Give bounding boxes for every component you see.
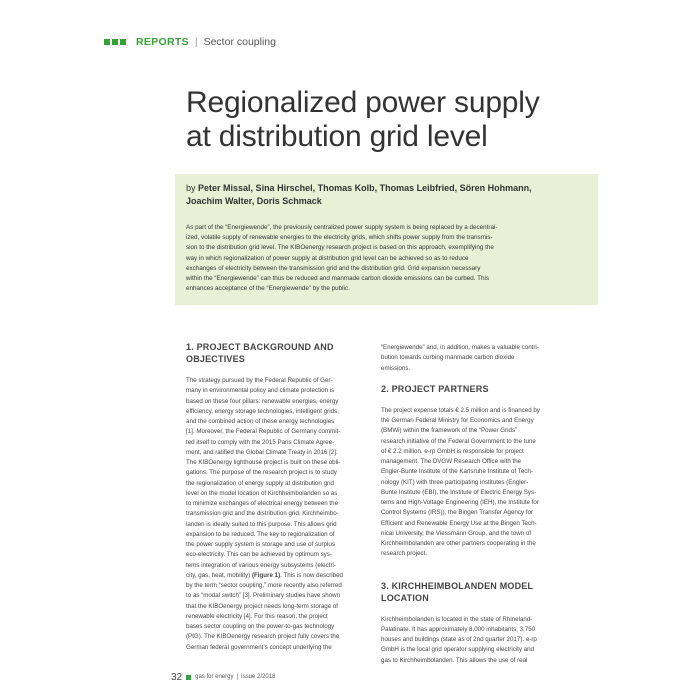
body-line: city, gas, heat, mobility) [186, 571, 251, 579]
body-line: Kirchheimbolanden are other partners cooperating in the [381, 540, 536, 547]
body-line: nology (KIT) with three participating institutes (Engler- [381, 478, 529, 486]
body-line: Kirchheimbolanden is located in the state of Rhineland- [381, 615, 533, 623]
right-column [381, 343, 573, 666]
body-line: of € 2.2 million. e-rp GmbH is responsible for project [381, 447, 524, 455]
body-line: “Energiewende” and, in addition, makes a valuable contri- [381, 344, 539, 351]
title-line-2: at distribution grid level [186, 120, 488, 153]
section-3-heading [381, 580, 573, 604]
body-line: nical University, the Viessmann Group, and the town of [381, 529, 532, 537]
abstract-text [186, 223, 586, 294]
body-line: Engler-Bunte Institute of the Karlsruhe Institute of Tech- [381, 468, 533, 476]
section-3-heading-line-1: 3. KIRCHHEIMBOLANDEN MODEL [381, 580, 534, 591]
body-line: . This is now described [280, 571, 343, 579]
body-line: The KIBOenergy lighthouse project is built on these obli- [186, 459, 341, 466]
abstract-line: ized, volatile supply of renewable energies to the electricity grids, which shifts power supply from the transmis- [186, 234, 493, 242]
section-1-heading-line-2: OBJECTIVES [186, 354, 246, 364]
body-line: research initiative of the Federal Government to the tune [381, 437, 536, 445]
header-square-icon [120, 39, 126, 45]
body-line: (BMWi) within the framework of the “Power Grids” [381, 427, 518, 435]
body-line: by the term “sector coupling,” more recently also referred [186, 582, 342, 589]
abstract-line: way in which regionalization of power supply at distribution grid level can be achieved so as to reduce [186, 254, 469, 262]
section-1-heading-line-1: 1. PROJECT BACKGROUND AND [186, 342, 334, 352]
body-line: and the combined action of these energy technologies [186, 418, 335, 425]
body-line: Bunte Institute (EBI), the Institute of Electric Energy Sys- [381, 488, 537, 496]
footer-square-icon [186, 675, 191, 680]
section-2-heading: 2. PROJECT PARTNERS [381, 383, 489, 394]
section-1-continued [381, 343, 573, 374]
body-line: the power supply system is storage and use of surplus [186, 541, 335, 548]
section-label: REPORTS [136, 36, 189, 48]
figure-1-reference[interactable]: (Figure 1) [251, 571, 281, 579]
issue-label: Issue 2/2018 [241, 674, 276, 680]
page-footer [171, 672, 275, 682]
header-square-icon [112, 39, 118, 45]
body-line: gas to Kirchheimbolanden. This allows the use of real [381, 656, 528, 664]
section-topic: Sector coupling [203, 36, 276, 48]
body-line: the regionalization of energy supply at distribution grid [186, 479, 334, 487]
body-line: transmission grid and the distribution grid. Kirchheimbo- [186, 510, 339, 518]
body-line: efficiency, energy storage technologies, intelligent grids, [186, 407, 339, 415]
authors-line-1: Peter Missal, Sina Hirschel, Thomas Kolb, Thomas Leibfried, Sören Hohmann, [198, 183, 532, 193]
body-line: gations. The purpose of the research project is to study [186, 469, 337, 477]
body-line: Palatinate. It has approximately 8,000 inhabitants, 3,750 [381, 625, 536, 633]
body-line: emissions. [381, 364, 411, 372]
body-line: eco-electricity. This can be achieved by optimum sys- [186, 551, 332, 559]
abstract-line: sion to the distribution grid level. The KIBOenergy research project is based on this approach, exemplifying the [186, 244, 494, 252]
body-line: German federal government’s concept underlying the [186, 643, 332, 651]
footer-separator: | [236, 674, 239, 680]
header-square-icon [104, 39, 110, 45]
body-line: (PtG). The KIBOenergy research project fully covers the [186, 633, 340, 641]
body-line: houses and buildings (state as of 2nd quarter 2017). e-rp [381, 636, 537, 643]
body-line: the German Federal Ministry for Economics and Energy [381, 417, 534, 424]
body-line: to minimize exchanges of electrical energy between the [186, 500, 339, 507]
section-3-heading-line-2: LOCATION [381, 592, 429, 603]
section-header [104, 36, 276, 48]
abstract-line: exchanges of electricity between the transmission grid and the distribution grid. Grid expansion necessary [186, 264, 481, 272]
body-line: The strategy pursued by the Federal Republic of Ger- [186, 377, 333, 384]
body-line: GmbH is the local grid operator supplying electricity and [381, 646, 535, 654]
abstract-line: As part of the “Energiewende”, the previously centralized power supply system is being replaced by a decentral- [186, 224, 498, 231]
header-separator: | [194, 36, 198, 48]
body-line: management. The DVGW Research Office with the [381, 458, 522, 465]
left-column [186, 341, 378, 653]
body-line: expansion to be reduced. The key to regionalization of [186, 530, 335, 538]
page-title [186, 86, 540, 154]
body-line: ted itself to comply with the 2015 Paris Climate Agree- [186, 438, 335, 446]
body-line: Control Systems (IRS)), the Bingen Transfer Agency for [381, 509, 533, 517]
body-line: Efficient and Renewable Energy Use at the Bingen Tech- [381, 519, 537, 527]
body-line: bution towards curbing manmade carbon dioxide [381, 354, 515, 362]
authors-prefix: by [186, 183, 196, 193]
body-line: The project expense totals € 2.5 million and is financed by [381, 406, 540, 414]
section-1-heading [186, 341, 378, 365]
body-line: to as “modal switch” [3]. Preliminary studies have shown [186, 592, 341, 600]
body-line: based on these four pillars: renewable energies, energy [186, 397, 339, 405]
section-1-body [186, 376, 378, 653]
body-line: tems and High-Voltage Engineering (IEH), the Institute for [381, 499, 539, 506]
abstract-line: within the “Energiewende” can thus be reduced and manmade carbon dioxide emissions can be curbed. This [186, 275, 490, 283]
body-line: many in environmental policy and climate protection is [186, 387, 335, 395]
page-number: 32 [171, 671, 183, 683]
body-line: renewable electricity [4]. For this reason, the project [186, 612, 328, 620]
body-line: tems integration of various energy subsystems (electri- [186, 561, 336, 569]
body-line: that the KIBOenergy project needs long-term storage of [186, 602, 339, 610]
title-line-1: Regionalized power supply [186, 86, 540, 119]
body-line: level on the model location of Kirchheimbolanden so as [186, 489, 338, 497]
body-line: research project. [381, 550, 428, 558]
abstract-line: enhances acceptance of the “Energiewende” by the public. [186, 285, 350, 293]
body-line: bases sector coupling on the power-to-gas technology [186, 623, 335, 630]
authors-line-2: Joachim Walter, Doris Schmack [186, 196, 322, 206]
journal-name: gas for energy [195, 674, 234, 680]
body-line: landen is ideally suited to this purpose. This allows grid [186, 520, 337, 528]
body-line: ment, and ratified the Global Climate Treaty in 2016 [2]. [186, 448, 338, 456]
section-3-body [381, 615, 573, 666]
section-2-body [381, 406, 573, 560]
authors [186, 182, 586, 208]
body-line: [1]. Moreover, the Federal Republic of Germany commit- [186, 428, 341, 436]
